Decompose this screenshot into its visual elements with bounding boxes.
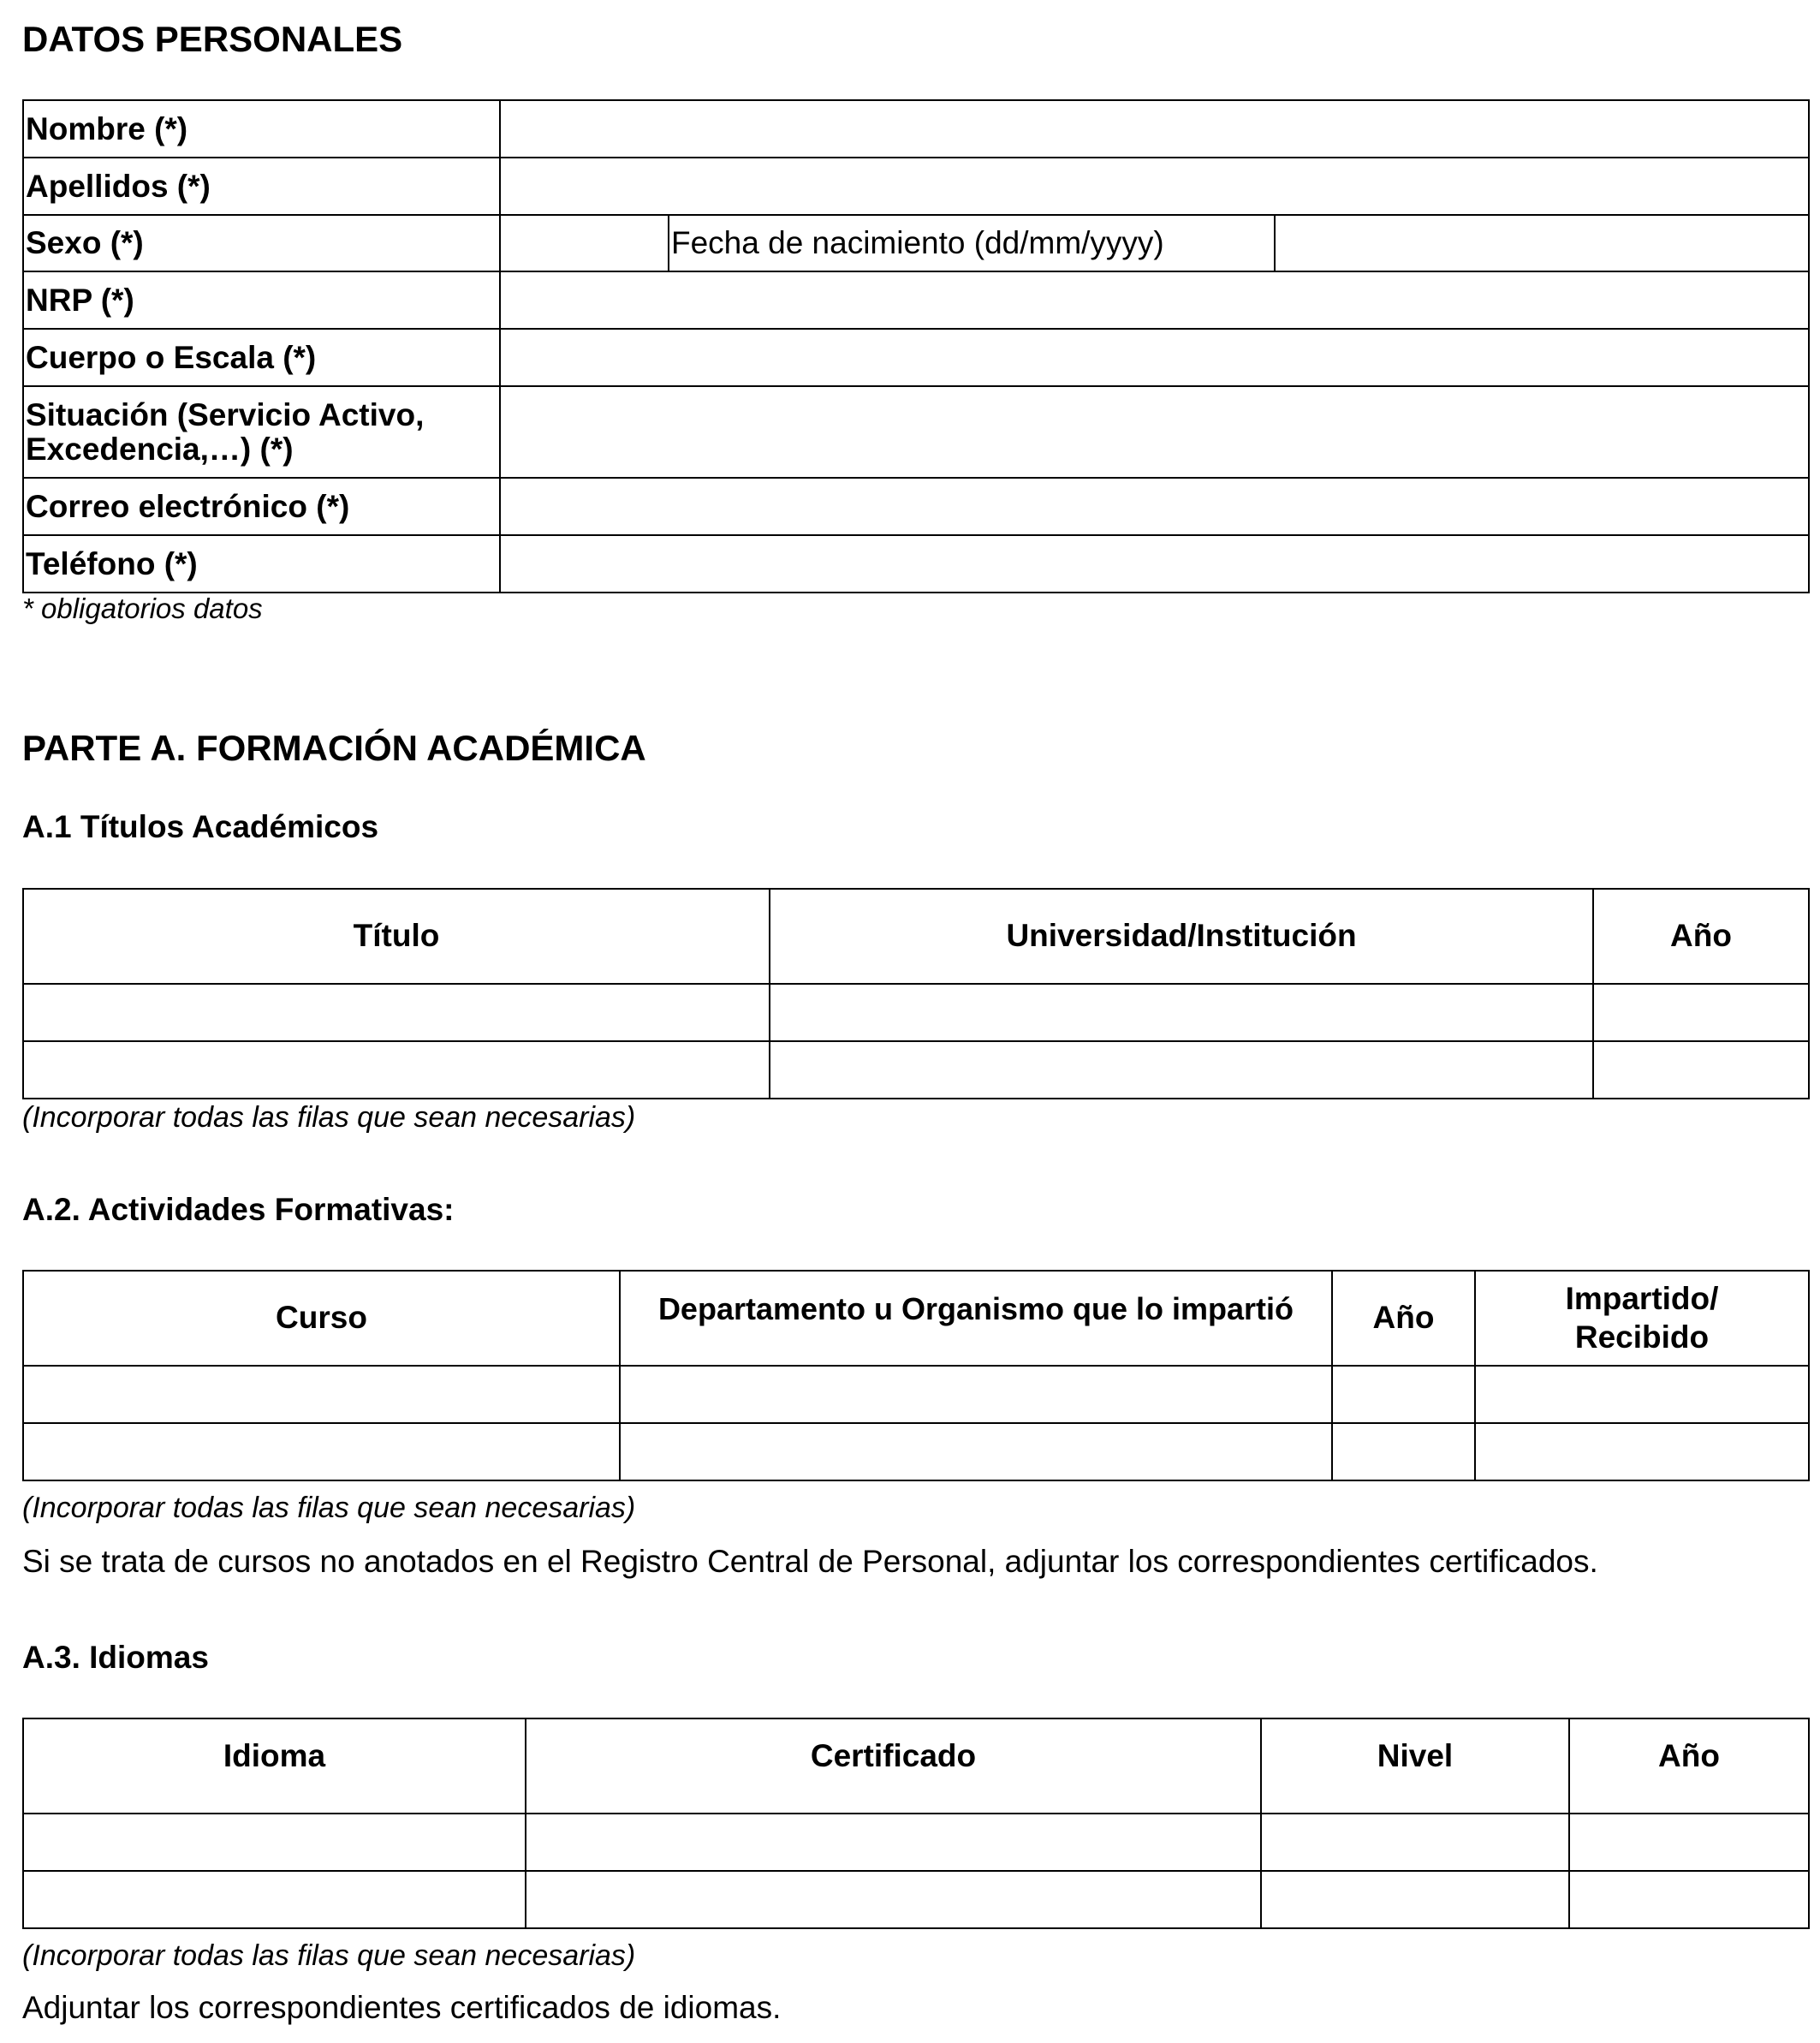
parte-a-heading: PARTE A. FORMACIÓN ACADÉMICA	[22, 728, 646, 768]
row-nrp	[23, 271, 1809, 329]
recibido-label: Recibido	[1574, 1319, 1710, 1355]
anio-cell[interactable]	[1332, 1423, 1475, 1480]
anio-cell[interactable]	[1332, 1366, 1475, 1423]
row-apellidos	[23, 158, 1809, 215]
a3-heading: A.3. Idiomas	[22, 1640, 209, 1675]
nrp-field[interactable]	[500, 271, 1809, 329]
correo-field[interactable]	[500, 478, 1809, 535]
col-anio: Año	[1332, 1271, 1475, 1366]
row-cuerpo	[23, 329, 1809, 386]
a2-remark: Si se trata de cursos no anotados en el Registro Central de Personal, adjuntar los correspondientes certificados.	[22, 1544, 1598, 1579]
row-sexo	[23, 215, 1809, 271]
situacion-label	[23, 386, 500, 478]
col-nivel: Nivel	[1261, 1718, 1569, 1814]
titulos-table	[22, 888, 1810, 1099]
telefono-label: Teléfono (*)	[23, 535, 500, 593]
fecha-nacimiento-field[interactable]	[1275, 215, 1809, 271]
a1-heading: A.1 Títulos Académicos	[22, 809, 379, 844]
sexo-label: Sexo (*)	[23, 215, 500, 271]
certificado-cell[interactable]	[526, 1871, 1261, 1928]
row-correo	[23, 478, 1809, 535]
row-situacion	[23, 386, 1809, 478]
correo-label: Correo electrónico (*)	[23, 478, 500, 535]
table-row	[23, 1814, 1809, 1871]
a2-note: (Incorporar todas las filas que sean necesarias)	[22, 1492, 636, 1524]
apellidos-label: Apellidos (*)	[23, 158, 500, 215]
anio-cell[interactable]	[1569, 1871, 1809, 1928]
idiomas-header-row	[23, 1718, 1809, 1814]
col-departamento: Departamento u Organismo que lo impartió	[620, 1271, 1332, 1366]
a3-remark: Adjuntar los correspondientes certificados de idiomas.	[22, 1990, 782, 2025]
fecha-nacimiento-label: Fecha de nacimiento (dd/mm/yyyy)	[669, 215, 1275, 271]
table-row	[23, 1366, 1809, 1423]
personal-data-table	[22, 99, 1810, 593]
personal-data-heading: DATOS PERSONALES	[22, 19, 403, 59]
nombre-field[interactable]	[500, 100, 1809, 158]
a2-heading: A.2. Actividades Formativas:	[22, 1192, 455, 1227]
certificado-cell[interactable]	[526, 1814, 1261, 1871]
a1-note: (Incorporar todas las filas que sean necesarias)	[22, 1101, 636, 1134]
table-row	[23, 1423, 1809, 1480]
col-impartido-recibido	[1475, 1271, 1809, 1366]
nrp-label: NRP (*)	[23, 271, 500, 329]
impartido-cell[interactable]	[1475, 1366, 1809, 1423]
curso-cell[interactable]	[23, 1423, 620, 1480]
row-nombre	[23, 100, 1809, 158]
telefono-field[interactable]	[500, 535, 1809, 593]
situacion-label-line1: Situación (Servicio Activo,	[26, 396, 425, 432]
table-row	[23, 1041, 1809, 1099]
mandatory-footnote: * obligatorios datos	[22, 593, 263, 624]
table-row	[23, 1871, 1809, 1928]
cuerpo-label: Cuerpo o Escala (*)	[23, 329, 500, 386]
sexo-field[interactable]	[500, 215, 669, 271]
col-universidad: Universidad/Institución	[770, 889, 1593, 984]
a3-note: (Incorporar todas las filas que sean necesarias)	[22, 1939, 636, 1972]
col-curso: Curso	[23, 1271, 620, 1366]
anio-cell[interactable]	[1569, 1814, 1809, 1871]
titulos-header-row	[23, 889, 1809, 984]
col-idioma: Idioma	[23, 1718, 526, 1814]
actividades-header-row	[23, 1271, 1809, 1366]
apellidos-field[interactable]	[500, 158, 1809, 215]
idioma-cell[interactable]	[23, 1871, 526, 1928]
impartido-cell[interactable]	[1475, 1423, 1809, 1480]
col-anio: Año	[1569, 1718, 1809, 1814]
nombre-label: Nombre (*)	[23, 100, 500, 158]
col-titulo: Título	[23, 889, 770, 984]
departamento-cell[interactable]	[620, 1366, 1332, 1423]
universidad-cell[interactable]	[770, 984, 1593, 1041]
idiomas-table	[22, 1718, 1810, 1929]
anio-cell[interactable]	[1593, 1041, 1809, 1099]
cuerpo-field[interactable]	[500, 329, 1809, 386]
row-telefono	[23, 535, 1809, 593]
anio-cell[interactable]	[1593, 984, 1809, 1041]
departamento-cell[interactable]	[620, 1423, 1332, 1480]
idioma-cell[interactable]	[23, 1814, 526, 1871]
situacion-field[interactable]	[500, 386, 1809, 478]
titulo-cell[interactable]	[23, 1041, 770, 1099]
col-anio: Año	[1593, 889, 1809, 984]
impartido-label: Impartido/	[1565, 1281, 1719, 1317]
situacion-label-line2: Excedencia,…) (*)	[26, 431, 294, 467]
actividades-table	[22, 1270, 1810, 1481]
universidad-cell[interactable]	[770, 1041, 1593, 1099]
nivel-cell[interactable]	[1261, 1871, 1569, 1928]
col-certificado: Certificado	[526, 1718, 1261, 1814]
titulo-cell[interactable]	[23, 984, 770, 1041]
curso-cell[interactable]	[23, 1366, 620, 1423]
nivel-cell[interactable]	[1261, 1814, 1569, 1871]
table-row	[23, 984, 1809, 1041]
